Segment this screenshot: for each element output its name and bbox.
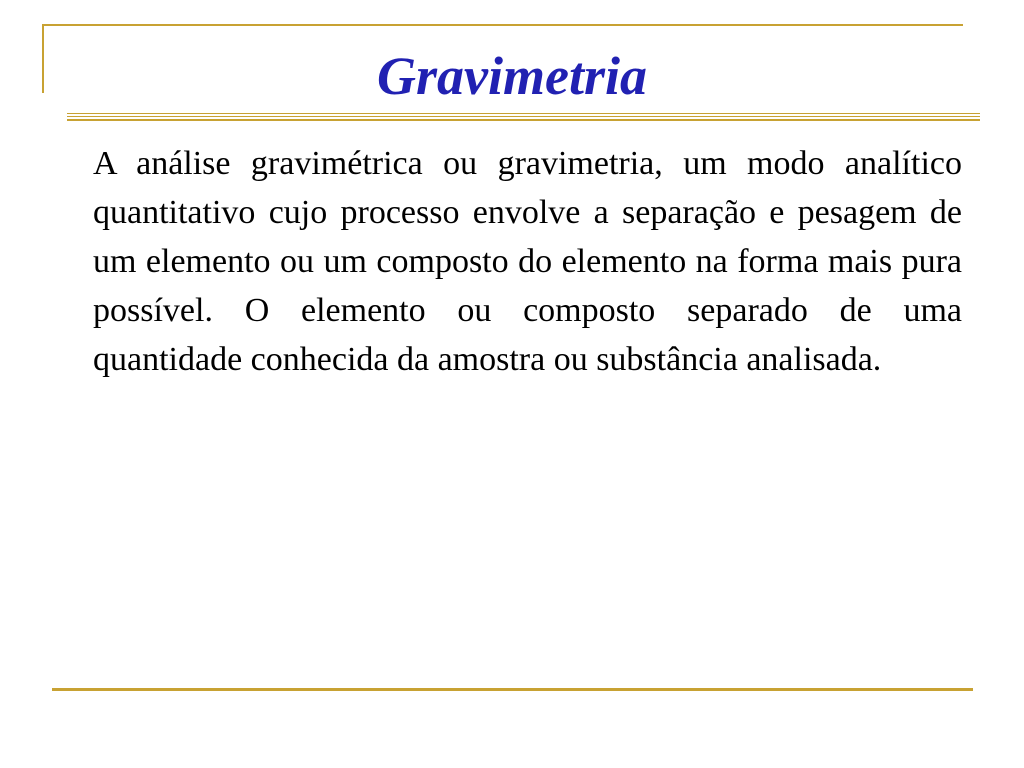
- title-underline-line-2: [67, 116, 980, 117]
- paragraph-line: A análise gravimétrica ou gravimetria, um modo analítico: [93, 145, 962, 182]
- paragraph-line: quantitativo cujo processo envolve a separação e pesagem de: [93, 194, 962, 231]
- paragraph-line: quantidade conhecida da amostra ou substância analisada.: [93, 341, 882, 378]
- top-gold-rule: [42, 24, 963, 26]
- slide-title: Gravimetria: [377, 46, 647, 106]
- paragraph-line: um elemento ou um composto do elemento na forma mais pura: [93, 243, 962, 280]
- title-underline-line-3: [67, 119, 980, 121]
- body-paragraph: [93, 139, 962, 384]
- title-underline-line-1: [67, 113, 980, 114]
- title-underline-triple-rule: [67, 113, 980, 122]
- paragraph-line: possível. O elemento ou composto separado de uma: [93, 292, 962, 329]
- bottom-gold-rule: [52, 688, 973, 691]
